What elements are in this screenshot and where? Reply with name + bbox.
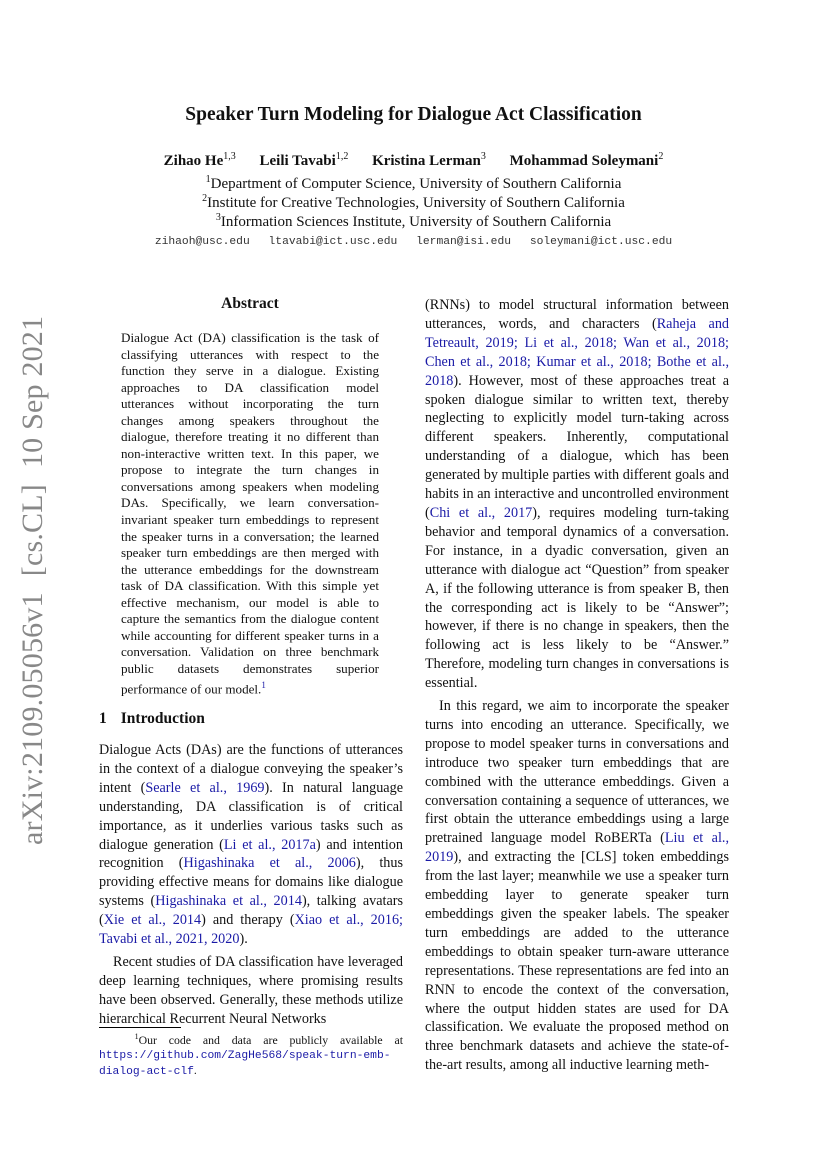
footnote: $^1$Our code and data are publicly available at https://github.com/ZagHe568/speak-turn-emb-dialog-act-clf. (99, 1032, 403, 1079)
author: Mohammad Soleymani$^2$ (509, 151, 664, 169)
abstract-body (121, 330, 379, 698)
abstract-heading: Abstract (221, 295, 279, 312)
citation-link[interactable]: Higashinaka et al., 2006 (183, 855, 356, 872)
paragraph: In this regard, we aim to incorporate the speaker turns into encoding an utterance. Specifically, we propose to model speaker turns in conversations and introduce two speaker turn embeddings that are combined with the utterance embeddings. Given a conversation containing a sequence of utterances, we first obtain the utterance embeddings using a large pretrained language model RoBERTa (Liu et al., 2019), and extracting the [CLS] token embeddings from the last layer; meanwhile we use a speaker turn embedding layer to generate speaker turn embeddings given the speaker labels. The speaker turn embeddings are added to the utterance embeddings to obtain speaker turn-aware utterance representations. These representations are fed into an RNN to encode the context of the conversation, where the output hidden states are used for DA classification. We evaluate the proposed method on three benchmark datasets and achieve the state-of-the-art results, among all inductive learning meth- (425, 698, 729, 1074)
email[interactable]: soleymani@ict.usc.edu (529, 236, 673, 248)
email[interactable]: lerman@isi.edu (416, 236, 512, 248)
paragraph: Recent studies of DA classification have leveraged deep learning techniques, where promising results have been observed. Generally, these methods utilize hierarchical Recurrent Neural Networks (99, 953, 403, 1027)
email[interactable]: zihaoh@usc.edu (154, 236, 250, 248)
section-number: 1 (99, 710, 107, 727)
footnote-rule (99, 1027, 181, 1028)
section-heading (99, 710, 205, 728)
email[interactable]: ltavabi@ict.usc.edu (268, 236, 398, 248)
arxiv-date: 10 Sep 2021 (16, 315, 49, 469)
abstract-text: Dialogue Act (DA) classification is the task of classifying utterances with respect to the function they serve in a dialogue. Existing approaches to DA classification model utterances without incorporating the turn changes among speakers throughout the dialogue, therefore treating it no different than non-interactive written text. In this paper, we propose to integrate the turn changes in conversations among speakers when modeling DAs. Specifically, we learn conversation-invariant speaker turn embeddings to represent the speaker turns in a conversation; the learned speaker turn embeddings are then merged with the utterance embeddings for the downstream task of DA classification. With this simple yet effective mechanism, our model is able to capture the semantics from the dialogue content while accounting for different speaker turns in a conversation. Validation on three benchmark public datasets demonstrates superior performance of our model. (121, 330, 379, 697)
citation-link[interactable]: Searle et al., 1969 (145, 779, 265, 796)
author-list (0, 151, 827, 170)
paper-title: Speaker Turn Modeling for Dialogue Act Classification (185, 104, 642, 125)
affiliation: $^1$Department of Computer Science, University of Southern California (205, 174, 622, 192)
paragraph: Dialogue Acts (DAs) are the functions of utterances in the context of a dialogue conveying the speaker’s intent (Searle et al., 1969). In natural language understanding, DA classification is of critical importance, as it underlies various tasks such as dialogue generation (Li et al., 2017a) and intention recognition (Higashinaka et al., 2006), thus providing effective means for domains like dialogue systems (Higashinaka et al., 2014), talking avatars (Xie et al., 2014) and therapy (Xiao et al., 2016; Tavabi et al., 2021, 2020). (99, 742, 403, 948)
arxiv-category: [cs.CL] (16, 484, 49, 577)
arxiv-stamp (16, 300, 50, 845)
repository-link[interactable]: https://github.com/ZagHe568/speak-turn-emb-dialog-act-clf (99, 1050, 391, 1079)
citation-link[interactable]: Higashinaka et al., 2014 (155, 893, 302, 910)
author: Leili Tavabi$^{1,2}$ (259, 151, 349, 169)
email-list (0, 236, 827, 248)
author: Zihao He$^{1,3}$ (163, 151, 236, 169)
citation-link[interactable]: Chi et al., 2017 (429, 504, 533, 521)
affiliation: $^2$Institute for Creative Technologies, University of Southern California (202, 193, 625, 211)
arxiv-id: arXiv:2109.05056v1 (16, 592, 49, 845)
citation-link[interactable]: Raheja and Tetreault, 2019; Li et al., 2018; Wan et al., 2018; Chen et al., 2018; Kumar et al., 2018; Bothe et al., 2018 (425, 315, 730, 389)
section-title: Introduction (120, 710, 205, 727)
author: Kristina Lerman$^3$ (372, 151, 486, 169)
footnote-mark: 1 (134, 1032, 139, 1041)
right-column-body (425, 296, 729, 1075)
citation-link[interactable]: Xie et al., 2014 (103, 912, 202, 929)
citation-link[interactable]: Liu et al., 2019 (425, 830, 729, 866)
footnote-ref[interactable]: 1 (261, 680, 266, 691)
paragraph: (RNNs) to model structural information between utterances, words, and characters (Raheja and Tetreault, 2019; Li et al., 2018; Wan et al., 2018; Chen et al., 2018; Kumar et al., 2018; Bothe et al., 2018). However, most of these approaches treat a spoken dialogue similar to written text, thereby neglecting to explicitly model turn-taking across different speakers. Inherently, computational understanding of a dialogue, which has been generated by multiple parties with different goals and habits in an interactive and uncontrolled environment (Chi et al., 2017), requires modeling turn-taking behavior and temporal dynamics of a conversation. For instance, in a dyadic conversation, given an utterance with dialogue act “Question” from speaker A, if the following utterance is from speaker B, then the corresponding act is likely to be “Answer”; however, if there is no change in speakers, then the following act is less likely to be “Answer.” Therefore, modeling turn changes in conversations is essential. (425, 297, 730, 692)
citation-link[interactable]: Li et al., 2017a (223, 836, 316, 853)
affiliation: $^3$Information Sciences Institute, University of Southern California (215, 212, 612, 230)
citation-link[interactable]: Xiao et al., 2016; Tavabi et al., 2021, 2020 (99, 912, 403, 948)
left-column-body (99, 741, 403, 1029)
